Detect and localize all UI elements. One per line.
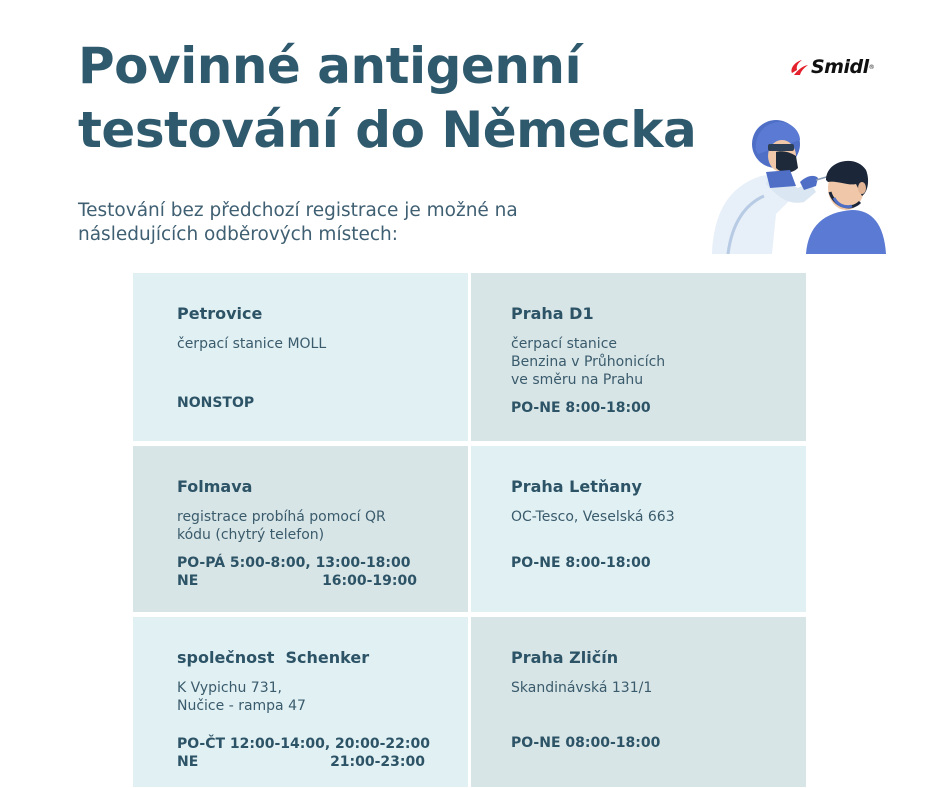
intro-text — [78, 199, 558, 247]
location-address — [511, 335, 806, 389]
opening-hours — [511, 555, 731, 573]
address-line: Benzina v Průhonicích — [511, 354, 666, 370]
location-card — [471, 273, 806, 441]
location-card — [133, 446, 468, 612]
hours-line: NONSTOP — [177, 395, 255, 411]
address-line: ve směru na Prahu — [511, 372, 644, 388]
location-card — [471, 617, 806, 787]
hours-line: PO-ČT 12:00-14:00, 20:00-22:00 — [177, 736, 430, 752]
address-line: čerpací stanice — [511, 336, 618, 352]
location-name: společnost Schenker — [177, 648, 370, 667]
location-name: Praha D1 — [511, 304, 594, 323]
location-address — [177, 335, 468, 353]
address-line: Nučice - rampa 47 — [177, 698, 306, 714]
address-line: K Vypichu 731, — [177, 680, 282, 696]
testing-locations-grid — [133, 273, 806, 788]
location-name: Folmava — [177, 477, 253, 496]
hours-line: PO-NE 8:00-18:00 — [511, 400, 651, 416]
registered-mark: ® — [868, 63, 875, 71]
opening-hours — [511, 400, 731, 418]
hours-day: NE — [177, 753, 199, 770]
location-name: Praha Letňany — [511, 477, 642, 496]
nasal-swab-test-illustration — [706, 114, 886, 256]
intro-text-line: následujících odběrových místech: — [78, 224, 399, 245]
smidl-logo-text: Smidl — [811, 56, 869, 78]
intro-text-line: Testování bez předchozí registrace je možné na — [78, 200, 518, 221]
smidl-logo — [788, 52, 888, 82]
hours-time: 21:00-23:00 — [330, 753, 425, 770]
address-line: kódu (chytrý telefon) — [177, 527, 325, 543]
address-line: čerpací stanice MOLL — [177, 336, 327, 352]
location-name: Praha Zličín — [511, 648, 619, 667]
opening-hours — [177, 395, 377, 413]
opening-hours — [177, 555, 417, 590]
hours-line: PO-NE 8:00-18:00 — [511, 555, 651, 571]
location-address — [177, 679, 468, 715]
smidl-logo-mark-icon — [788, 56, 810, 78]
opening-hours — [177, 736, 430, 771]
location-address — [511, 679, 806, 697]
address-line: registrace probíhá pomocí QR — [177, 509, 386, 525]
hours-time: 16:00-19:00 — [322, 572, 417, 589]
hours-day: NE — [177, 572, 199, 589]
location-card — [133, 617, 468, 787]
hours-line: PO-PÁ 5:00-8:00, 13:00-18:00 — [177, 555, 411, 571]
location-name: Petrovice — [177, 304, 263, 323]
location-card — [133, 273, 468, 441]
location-card — [471, 446, 806, 612]
location-address — [177, 508, 468, 544]
page-title — [78, 34, 696, 162]
address-line: OC-Tesco, Veselská 663 — [511, 509, 675, 525]
opening-hours — [511, 735, 731, 753]
location-address — [511, 508, 806, 526]
page-title-line: testování do Německa — [78, 101, 697, 159]
address-line: Skandinávská 131/1 — [511, 680, 653, 696]
hours-line: PO-NE 08:00-18:00 — [511, 735, 661, 751]
page-title-line: Povinné antigenní — [78, 37, 582, 95]
